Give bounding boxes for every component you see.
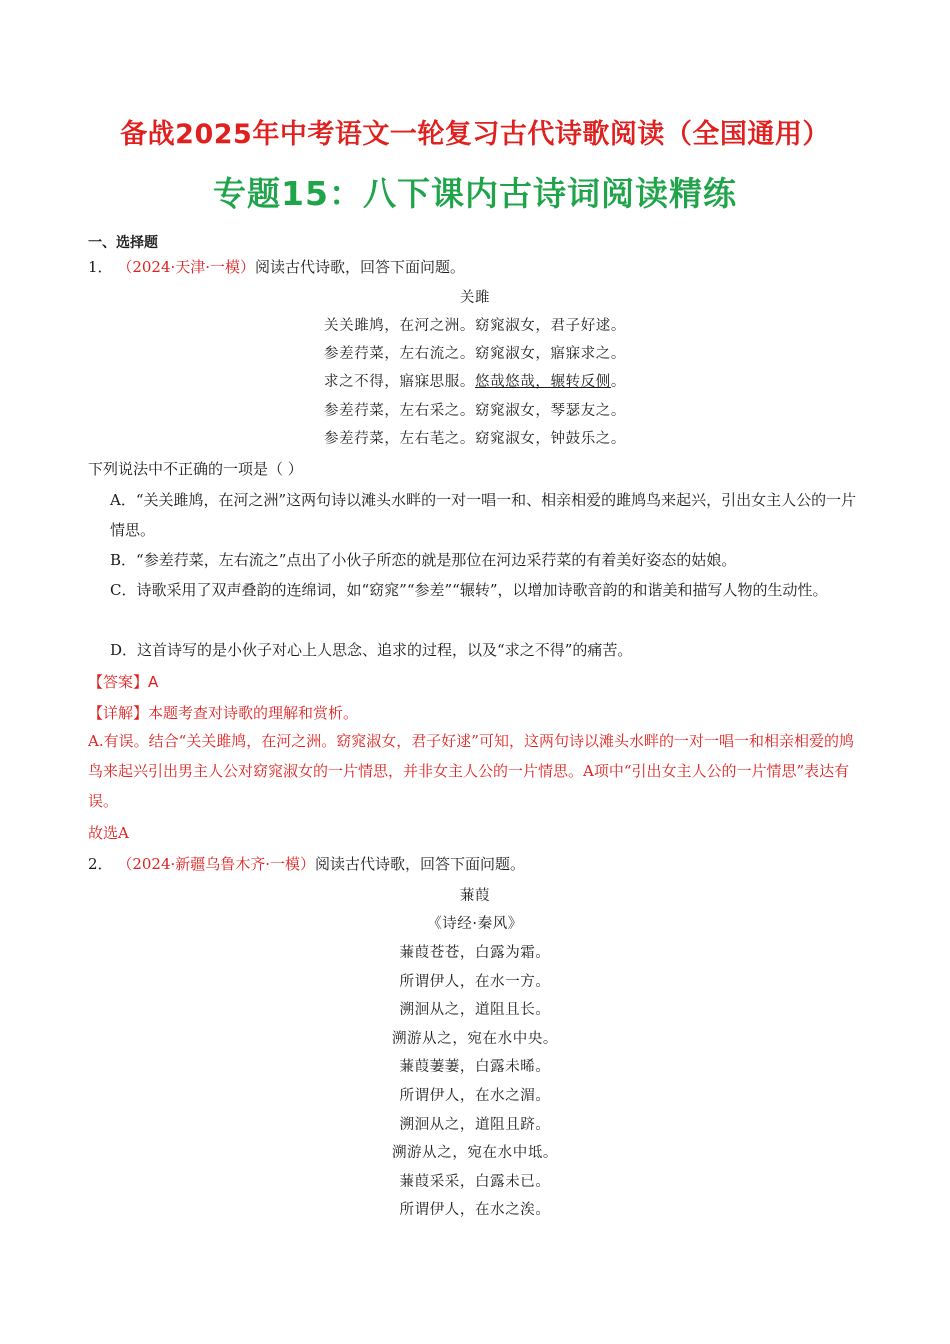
q1-line3-underlined: 悠哉悠哉，辗转反侧 [474, 374, 611, 390]
q1-line3-pre: 求之不得，寤寐思服。 [323, 374, 475, 390]
q1-poem-title: 关雎 [459, 290, 491, 306]
q1-question: 下列说法中不正确的一项是（ ） [88, 460, 303, 478]
detail-intro: 本题考查对诗歌的理解和赏析。 [148, 704, 359, 722]
q1-poem-line: 参差荇菜，左右流之。窈窕淑女，寤寐求之。 [324, 346, 626, 362]
q2-poem-title: 蒹葭 [459, 888, 491, 904]
detail-label: 【详解】 [88, 704, 149, 722]
q2-poem-line: 溯洄从之，道阻且跻。 [399, 1117, 551, 1133]
q1-source: （2024·天津·一模） [117, 258, 256, 276]
q1-number: 1． [88, 258, 113, 276]
q2-poem-line: 所谓伊人，在水之涘。 [399, 1202, 551, 1218]
q2-number: 2． [88, 855, 113, 873]
q2-poem-line: 溯游从之，宛在水中坻。 [391, 1145, 559, 1161]
q2-poem-line: 蒹葭萋萋，白露未晞。 [399, 1059, 551, 1075]
document-title: 备战2025年中考语文一轮复习古代诗歌阅读（全国通用） [120, 119, 830, 150]
q1-header [88, 256, 465, 277]
q1-option-b: B．“参差荇菜，左右流之”点出了小伙子所恋的就是那位在河边采荇菜的有着美好姿态的姑娘。 [110, 551, 737, 569]
q1-line3-post: 。 [610, 374, 626, 390]
q2-source: （2024·新疆乌鲁木齐·一模） [117, 855, 316, 873]
q2-poem-line: 所谓伊人，在水一方。 [399, 974, 551, 990]
q1-poem-line: 参差荇菜，左右芼之。窈窕淑女，钟鼓乐之。 [324, 431, 626, 447]
q1-option-a: A．“关关雎鸠，在河之洲”这两句诗以滩头水畔的一对一唱一和、相亲相爱的雎鸠鸟来起兴，引出女主人公的一片情思。 [110, 491, 857, 539]
q1-option-c: C．诗歌采用了双声叠韵的连绵词，如“窈窕”“参差”“辗转”，以增加诗歌音韵的和谐美和描写人物的生动性。 [110, 581, 828, 599]
q2-poem-line: 所谓伊人，在水之湄。 [399, 1088, 551, 1104]
q1-detail-body: A.有误。结合“关关雎鸠，在河之洲。窈窕淑女，君子好逑”可知，这两句诗以滩头水畔的一对一唱一和相亲相爱的鸠鸟来起兴引出男主人公对窈窕淑女的一片情思，并非女主人公的一片情思。A项中“引出女主人公的一片情思”表达有误。 [88, 732, 854, 810]
q1-conclusion: 故选A [88, 824, 129, 842]
q2-poem-line: 蒹葭苍苍，白露为霜。 [399, 945, 551, 961]
q2-prompt: 阅读古代诗歌，回答下面问题。 [315, 855, 526, 873]
q1-poem-line: 关关雎鸠，在河之洲。窈窕淑女，君子好逑。 [324, 318, 626, 334]
section-heading: 一、选择题 [88, 235, 158, 251]
q2-poem-line: 溯游从之，宛在水中央。 [391, 1031, 559, 1047]
q2-poem-source: 《诗经·秦风》 [427, 916, 523, 932]
document-subtitle: 专题15：八下课内古诗词阅读精练 [213, 174, 737, 213]
q1-detail-intro [88, 702, 358, 723]
q1-prompt: 阅读古代诗歌，回答下面问题。 [255, 258, 466, 276]
q1-answer [88, 671, 158, 692]
q2-poem-line: 溯洄从之，道阻且长。 [399, 1002, 551, 1018]
q1-poem-line [0, 370, 950, 391]
q2-poem-line: 蒹葭采采，白露未已。 [399, 1174, 551, 1190]
q2-header [88, 853, 525, 874]
q1-poem-line: 参差荇菜，左右采之。窈窕淑女，琴瑟友之。 [324, 403, 626, 419]
answer-value: A [148, 673, 159, 691]
q1-option-d: D．这首诗写的是小伙子对心上人思念、追求的过程，以及“求之不得”的痛苦。 [110, 641, 633, 659]
answer-label: 【答案】 [88, 673, 149, 691]
